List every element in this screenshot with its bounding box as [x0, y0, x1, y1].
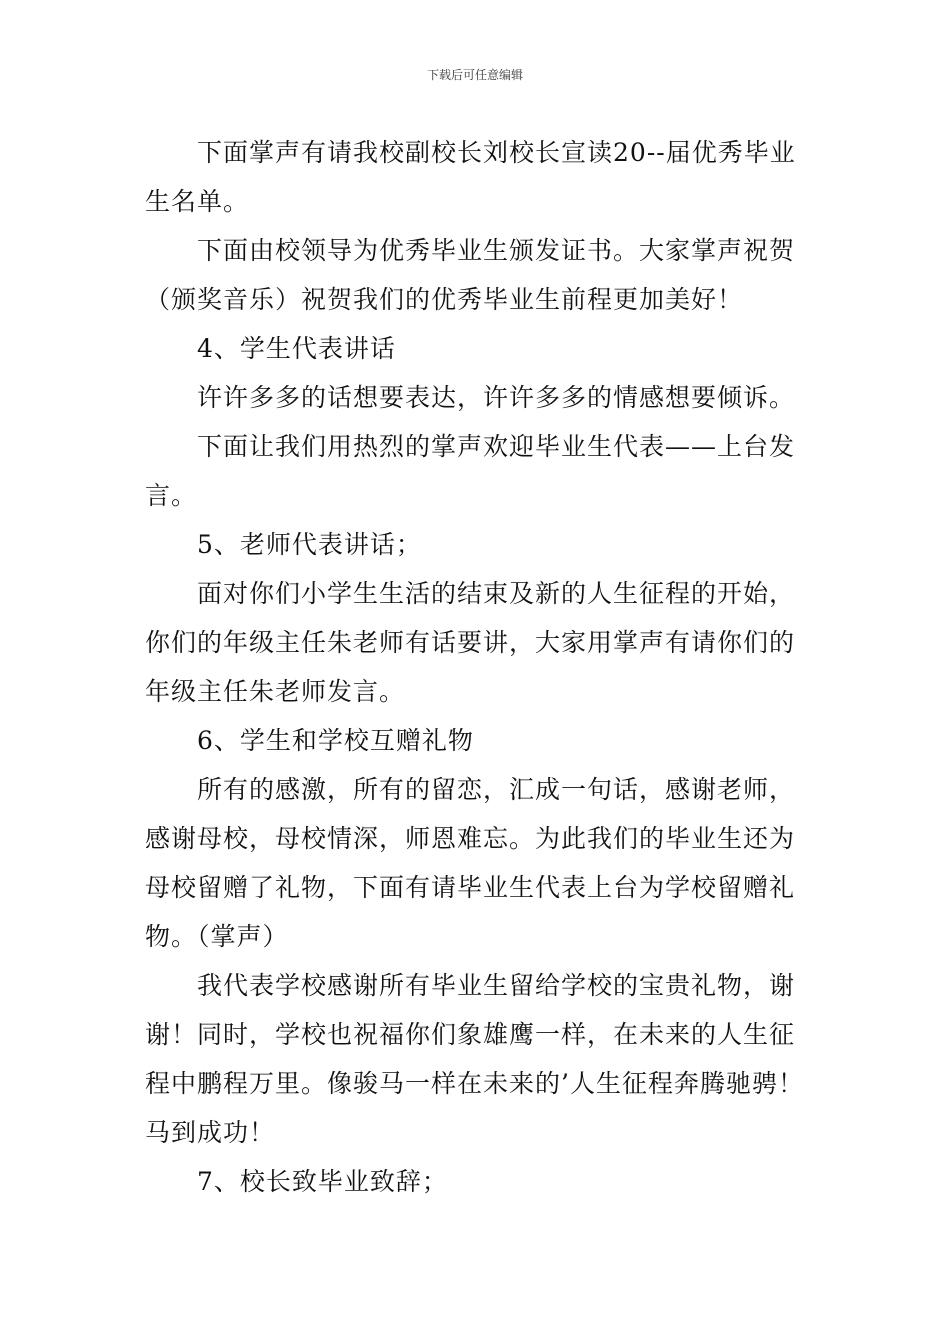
section-heading: 7、校长致毕业致辞；	[197, 1167, 448, 1196]
section-heading: 6、学生和学校互赠礼物	[197, 726, 474, 755]
header-note: 下载后可任意编辑	[426, 68, 523, 82]
paragraph: 下面掌声有请我校副校长刘校长宣读20--届优秀毕业生名单。	[145, 138, 796, 216]
document-body	[145, 128, 815, 1206]
section-heading: 4、学生代表讲话	[197, 334, 396, 363]
paragraph: 我代表学校感谢所有毕业生留给学校的宝贵礼物，谢谢！同时，学校也祝福你们象雄鹰一样，在未来的人生征程中鹏程万里。像骏马一样在未来的’人生征程奔腾驰骋！马到成功！	[145, 971, 804, 1147]
paragraph: 下面由校领导为优秀毕业生颁发证书。大家掌声祝贺（颁奖音乐）祝贺我们的优秀毕业生前程更加美好！	[145, 236, 796, 314]
paragraph: 许许多多的话想要表达，许许多多的情感想要倾诉。	[197, 383, 796, 412]
paragraph: 下面让我们用热烈的掌声欢迎毕业生代表——上台发言。	[145, 432, 796, 510]
paragraph: 面对你们小学生生活的结束及新的人生征程的开始，你们的年级主任朱老师有话要讲，大家用掌声有请你们的年级主任朱老师发言。	[145, 579, 796, 706]
section-heading: 5、老师代表讲话；	[197, 530, 422, 559]
paragraph: 所有的感激，所有的留恋，汇成一句话，感谢老师，感谢母校，母校情深，师恩难忘。为此我们的毕业生还为母校留赠了礼物，下面有请毕业生代表上台为学校留赠礼物。（掌声）	[145, 775, 796, 951]
